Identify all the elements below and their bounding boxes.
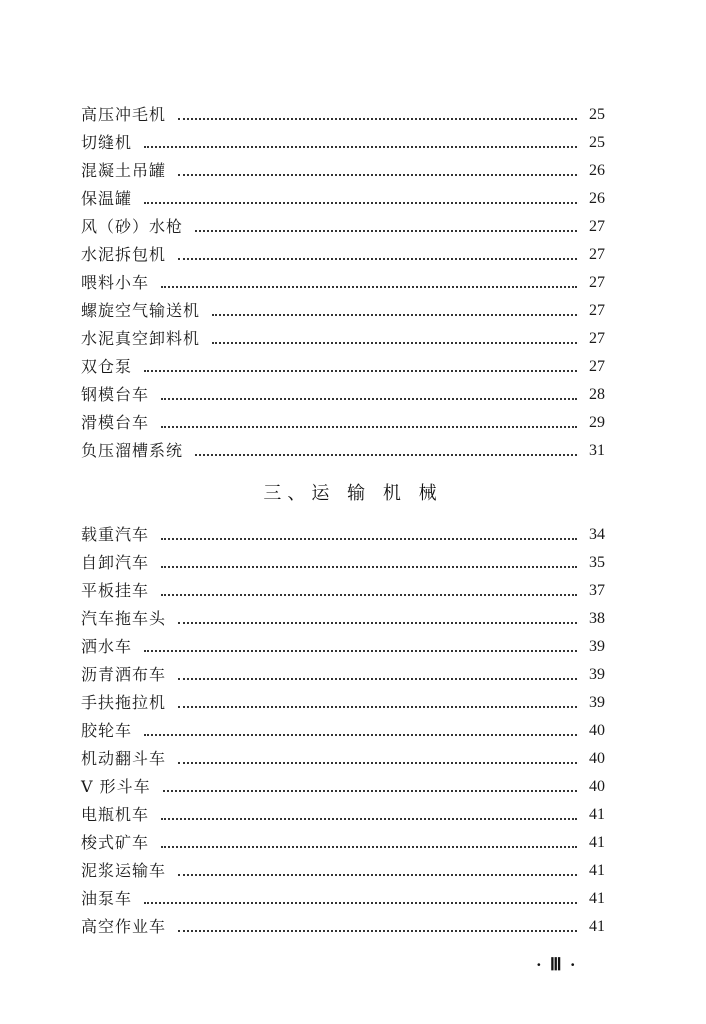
toc-entry-title: 高空作业车: [81, 917, 167, 936]
toc-entry-title: 负压溜槽系统: [81, 441, 184, 460]
toc-entry-title: 双仓泵: [81, 357, 133, 376]
toc-entry[interactable]: [81, 297, 605, 325]
toc-entry[interactable]: [81, 829, 605, 857]
toc-entry[interactable]: [81, 717, 605, 745]
dot-leader: [195, 230, 577, 232]
dot-leader: [161, 818, 577, 820]
toc-entry-title: 载重汽车: [81, 525, 150, 544]
toc-entry[interactable]: [81, 241, 605, 269]
dot-leader: [144, 734, 577, 736]
toc-entry[interactable]: [81, 885, 605, 913]
toc-entry[interactable]: [81, 661, 605, 689]
toc-entry[interactable]: [81, 577, 605, 605]
toc-entry-page: 37: [589, 582, 605, 599]
toc-entry[interactable]: [81, 521, 605, 549]
toc-entry-title: 机动翻斗车: [81, 749, 167, 768]
dot-leader: [178, 118, 577, 120]
dot-leader: [178, 706, 577, 708]
dot-leader: [161, 594, 577, 596]
toc-entry-title: 平板挂车: [81, 581, 150, 600]
toc-entry[interactable]: [81, 689, 605, 717]
toc-entry-page: 41: [589, 918, 605, 935]
dot-leader: [161, 566, 577, 568]
toc-entry-title: 保温罐: [81, 189, 133, 208]
dot-leader: [161, 846, 577, 848]
toc-entry[interactable]: [81, 437, 605, 465]
toc-entry[interactable]: [81, 857, 605, 885]
dot-leader: [161, 286, 577, 288]
toc-entry-title: 风（砂）水枪: [81, 217, 184, 236]
toc-entry[interactable]: [81, 157, 605, 185]
dot-leader: [178, 258, 577, 260]
toc-entry-title: 切缝机: [81, 133, 133, 152]
dot-leader: [178, 622, 577, 624]
toc-entry-page: 41: [589, 890, 605, 907]
dot-leader: [212, 314, 577, 316]
dot-leader: [163, 790, 577, 792]
dot-leader: [161, 398, 577, 400]
dot-leader: [178, 174, 577, 176]
toc-entry[interactable]: [81, 745, 605, 773]
toc-entry-title: V 形斗车: [81, 777, 151, 796]
dot-leader: [144, 650, 577, 652]
toc-entry-page: 29: [589, 414, 605, 431]
toc-entry-title: 滑模台车: [81, 413, 150, 432]
toc-entry-title: 汽车拖车头: [81, 609, 167, 628]
toc-entry[interactable]: [81, 325, 605, 353]
toc-entry-title: 水泥拆包机: [81, 245, 167, 264]
toc-entry-title: 泥浆运输车: [81, 861, 167, 880]
dot-leader: [161, 426, 577, 428]
toc-entry-page: 40: [589, 778, 605, 795]
dot-leader: [144, 902, 577, 904]
toc-entry-title: 钢模台车: [81, 385, 150, 404]
toc-entry-title: 螺旋空气输送机: [81, 301, 201, 320]
dot-leader: [178, 762, 577, 764]
toc-entry[interactable]: [81, 129, 605, 157]
toc-entry[interactable]: [81, 185, 605, 213]
toc-entry[interactable]: [81, 913, 605, 941]
toc-entry[interactable]: [81, 605, 605, 633]
toc-entry-page: 40: [589, 750, 605, 767]
toc-entry-page: 35: [589, 554, 605, 571]
toc-entry[interactable]: [81, 773, 605, 801]
toc-entry[interactable]: [81, 409, 605, 437]
toc-entry-title: 洒水车: [81, 637, 133, 656]
toc-entry-page: 39: [589, 666, 605, 683]
toc-entry[interactable]: [81, 801, 605, 829]
toc-entry-title: 喂料小车: [81, 273, 150, 292]
dot-leader: [178, 678, 577, 680]
dot-leader: [144, 370, 577, 372]
toc-entry-page: 38: [589, 610, 605, 627]
dot-leader: [144, 146, 577, 148]
section-heading: 三、运 输 机 械: [263, 483, 443, 504]
toc-entry-title: 手扶拖拉机: [81, 693, 167, 712]
dot-leader: [144, 202, 577, 204]
toc-entry-title: 梭式矿车: [81, 833, 150, 852]
toc-entry-page: 27: [589, 358, 605, 375]
toc-entry-page: 41: [589, 834, 605, 851]
toc-entry[interactable]: [81, 269, 605, 297]
dot-leader: [178, 874, 577, 876]
toc-entry-page: 25: [589, 134, 605, 151]
toc-entry-page: 28: [589, 386, 605, 403]
toc-entry[interactable]: [81, 101, 605, 129]
toc-entry-page: 26: [589, 190, 605, 207]
dot-leader: [195, 454, 577, 456]
toc-entry-page: 39: [589, 638, 605, 655]
toc-entry-title: 沥青洒布车: [81, 665, 167, 684]
dot-leader: [212, 342, 577, 344]
toc-entry-title: 自卸汽车: [81, 553, 150, 572]
toc-entry-title: 电瓶机车: [81, 805, 150, 824]
toc-entry-title: 混凝土吊罐: [81, 161, 167, 180]
toc-entry-title: 胶轮车: [81, 721, 133, 740]
toc-entry-page: 41: [589, 806, 605, 823]
toc-entry-page: 39: [589, 694, 605, 711]
toc-entry-page: 27: [589, 302, 605, 319]
toc-entry-page: 41: [589, 862, 605, 879]
toc-list-part2: [81, 521, 605, 941]
toc-entry[interactable]: [81, 353, 605, 381]
dot-leader: [161, 538, 577, 540]
toc-entry-title: 水泥真空卸料机: [81, 329, 201, 348]
toc-entry[interactable]: [81, 381, 605, 409]
toc-entry-page: 27: [589, 246, 605, 263]
toc-list-part1: [81, 101, 605, 465]
toc-entry-page: 40: [589, 722, 605, 739]
toc-entry-page: 34: [589, 526, 605, 543]
toc-entry-page: 27: [589, 330, 605, 347]
toc-entry[interactable]: [81, 213, 605, 241]
toc-entry-title: 高压冲毛机: [81, 105, 167, 124]
toc-entry-page: 25: [589, 106, 605, 123]
toc-entry-page: 27: [589, 274, 605, 291]
toc-entry[interactable]: [81, 633, 605, 661]
dot-leader: [178, 930, 577, 932]
toc-entry[interactable]: [81, 549, 605, 577]
toc-entry-page: 26: [589, 162, 605, 179]
toc-entry-title: 油泵车: [81, 889, 133, 908]
toc-entry-page: 31: [589, 442, 605, 459]
toc-entry-page: 27: [589, 218, 605, 235]
footer-page-number: · Ⅲ ·: [536, 955, 578, 974]
